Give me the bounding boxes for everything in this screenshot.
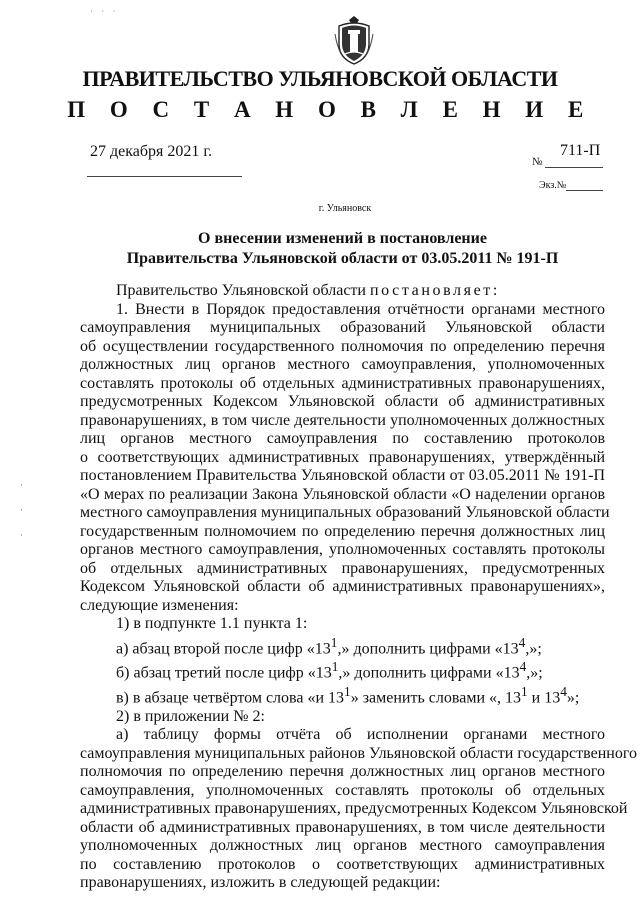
- paragraph-line: лиц органов местного самоуправления по составлению протоколов: [80, 430, 605, 447]
- paragraph-line: правонарушениях, изложить в следующей редакции:: [80, 874, 441, 892]
- scan-artifact: · · ·: [90, 6, 119, 16]
- number-label: №: [532, 156, 543, 168]
- paragraph-line: области об административных правонарушениях, в том числе деятельности: [80, 818, 605, 836]
- list-item: 2) в приложении № 2:: [116, 707, 265, 725]
- paragraph-line: а) таблицу формы отчёта об исполнении органами местного: [116, 726, 605, 744]
- paragraph-line: составлять протоколы об отдельных административных правонарушениях,: [80, 374, 605, 392]
- paragraph-line: 1. Внести в Порядок предоставления отчётности органами местного: [116, 300, 605, 318]
- paragraph-line: уполномоченных должностных лиц органов местного самоуправления: [80, 837, 605, 855]
- paragraph-line: органов местного самоуправления, уполномоченных составлять протоколы: [80, 541, 605, 558]
- paragraph-line: полномочия по определению перечня должностных лиц органов местного: [80, 763, 605, 781]
- paragraph-line: по составлению протоколов о соответствующих административных: [80, 855, 605, 873]
- paragraph-line: должностных лиц органов местного самоуправления, уполномоченных: [80, 356, 605, 373]
- paragraph-line: об отдельных административных правонарушениях, предусмотренных: [80, 559, 605, 577]
- coat-of-arms-icon: [333, 14, 375, 66]
- subject-line: О внесении изменений в постановление: [198, 230, 487, 247]
- paragraph-line: о соответствующих административных правонарушениях, утверждённый: [80, 448, 605, 466]
- city: г. Ульяновск: [318, 203, 372, 214]
- document-body: [80, 282, 637, 893]
- date-underline: [87, 176, 242, 177]
- decree-word: постановляет: [369, 282, 493, 299]
- paragraph-line: самоуправления муниципальных образований Ульяновской области: [80, 319, 605, 336]
- document-date: 27 декабря 2021 г.: [90, 143, 213, 160]
- list-item: в) в абзаце четвёртом слова «и $13^1$» заменить словами «, $13^1$ и $13^4$»;: [116, 684, 580, 707]
- paragraph-line: самоуправления, уполномоченных составлять протоколы об отдельных: [80, 781, 605, 799]
- subject-line: Правительства Ульяновской области от 03.05.2011 № 191-П: [126, 250, 559, 267]
- paragraph-line: правонарушениях, в том числе деятельности уполномоченных должностных: [80, 411, 605, 429]
- list-item: 1) в подпункте 1.1 пункта 1:: [116, 615, 308, 632]
- number-underline: [545, 167, 603, 168]
- scan-artifact: ·: [20, 530, 23, 540]
- document-subject: [80, 229, 605, 269]
- preamble: Правительство Ульяновской области постановляет:: [116, 282, 498, 299]
- paragraph-line: «О мерах по реализации Закона Ульяновской области «О наделении органов: [80, 485, 605, 503]
- paragraph-line: предусмотренных Кодексом Ульяновской области об административных: [80, 393, 605, 410]
- scan-artifact: ·: [20, 505, 23, 515]
- paragraph-line: Кодексом Ульяновской области об административных правонарушениях»,: [80, 578, 605, 595]
- list-item: а) абзац второй после цифр «$13^1$,» дополнить цифрами «$13^4$,»;: [116, 634, 542, 657]
- copy-number-label: Экз.№: [539, 180, 567, 191]
- government-title: ПРАВИТЕЛЬСТВО УЛЬЯНОВСКОЙ ОБЛАСТИ: [82, 66, 558, 91]
- document-number: 711-П: [560, 142, 601, 159]
- paragraph-line: местного самоуправления муниципальных образований Ульяновской области: [80, 504, 610, 521]
- paragraph-line: административных правонарушениях, предусмотренных Кодексом Ульяновской: [80, 800, 628, 818]
- paragraph-line: об осуществлении государственного полномочия по определению перечня: [80, 337, 605, 355]
- scan-artifact: ·: [20, 480, 23, 490]
- copy-number-underline: [566, 190, 603, 191]
- paragraph-line: государственным полномочием по определению перечня должностных лиц: [80, 522, 605, 540]
- paragraph-line: постановлением Правительства Ульяновской области от 03.05.2011 № 191-П: [80, 467, 605, 484]
- document-type: П О С Т А Н О В Л Е Н И Е: [67, 97, 593, 122]
- paragraph-line: самоуправления муниципальных районов Ульяновской области государственного: [80, 744, 637, 762]
- list-item: б) абзац третий после цифр «$13^1$,» дополнить цифрами «$13^4$,»;: [116, 659, 543, 682]
- paragraph-line: следующие изменения:: [80, 596, 239, 614]
